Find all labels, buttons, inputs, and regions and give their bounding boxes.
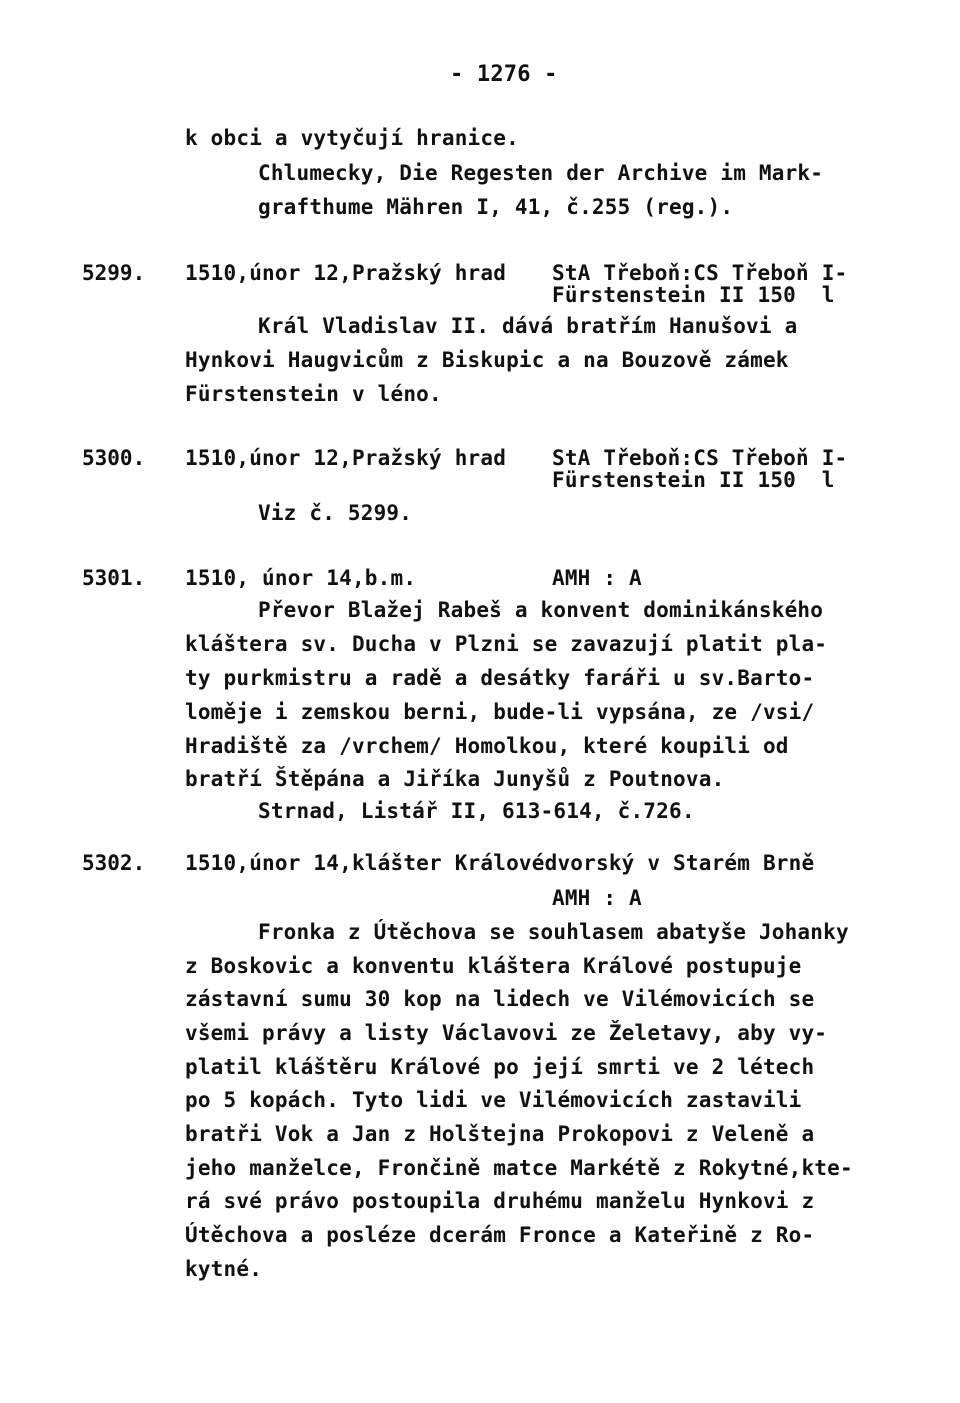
- entry-date-place: 1510,únor 12,Pražský hrad: [185, 446, 507, 470]
- entry-text-line: Král Vladislav II. dává bratřím Hanušovi a: [258, 314, 798, 338]
- entry-date-place: 1510, únor 14,b.m.: [185, 566, 417, 590]
- entry-archive: AMH : A: [552, 886, 642, 910]
- entry-text-line: rá své právo postoupila druhému manželu Hynkovi z: [185, 1189, 815, 1213]
- entry-text-line: Fronka z Útěchova se souhlasem abatyše Johanky: [258, 920, 849, 944]
- entry-text-line: všemi právy a listy Václavovi ze Želetavy, aby vy-: [185, 1021, 828, 1045]
- entry-text-line: kytné.: [185, 1257, 263, 1281]
- intro-line: k obci a vytyčují hranice.: [185, 126, 519, 150]
- entry-number: 5299.: [82, 261, 146, 285]
- entry-archive: StA Třeboň:CS Třeboň I-: [552, 446, 848, 470]
- entry-text-line: z Boskovic a konventu kláštera Králové postupuje: [185, 954, 802, 978]
- entry-number: 5301.: [82, 566, 146, 590]
- entry-text-line: loměje i zemskou berni, bude-li vypsána, ze /vsi/: [185, 700, 815, 724]
- entry-text-line: bratří Štěpána a Jiříka Junyšů z Poutnova.: [185, 767, 725, 791]
- entry-text-line: kláštera sv. Ducha v Plzni se zavazují platit pla-: [185, 632, 828, 656]
- entry-text-line: Převor Blažej Rabeš a konvent dominikánského: [258, 598, 824, 622]
- intro-source-line: grafthume Mähren I, 41, č.255 (reg.).: [258, 195, 734, 219]
- entry-number: 5302.: [82, 851, 146, 875]
- entry-date-place: 1510,únor 14,klášter Královédvorský v Starém Brně: [185, 851, 815, 875]
- entry-text-line: Hynkovi Haugvicům z Biskupic a na Bouzově zámek: [185, 348, 789, 372]
- entry-text-line: po 5 kopách. Tyto lidi ve Vilémovicích zastavili: [185, 1088, 802, 1112]
- intro-source-line: Chlumecky, Die Regesten der Archive im Mark-: [258, 161, 824, 185]
- entry-archive: Fürstenstein II 150 l: [552, 283, 835, 307]
- page-number: - 1276 -: [450, 62, 558, 87]
- entry-text-line: bratři Vok a Jan z Holštejna Prokopovi z Veleně a: [185, 1122, 815, 1146]
- entry-archive: StA Třeboň:CS Třeboň I-: [552, 261, 848, 285]
- entry-text-line: platil kláštěru Králové po její smrti ve 2 létech: [185, 1055, 815, 1079]
- entry-text-line: Útěchova a posléze dcerám Fronce a Kateřině z Ro-: [185, 1223, 815, 1247]
- entry-archive: AMH : A: [552, 566, 642, 590]
- entry-text-line: zástavní sumu 30 kop na lidech ve Vilémovicích se: [185, 987, 815, 1011]
- entry-text-line: Fürstenstein v léno.: [185, 382, 442, 406]
- entry-text-line: Strnad, Listář II, 613-614, č.726.: [258, 799, 695, 823]
- entry-text-line: ty purkmistru a radě a desátky faráři u sv.Barto-: [185, 666, 815, 690]
- entry-text-line: Viz č. 5299.: [258, 501, 413, 525]
- entry-date-place: 1510,únor 12,Pražský hrad: [185, 261, 507, 285]
- entry-text-line: Hradiště za /vrchem/ Homolkou, které koupili od: [185, 734, 789, 758]
- entry-text-line: jeho manželce, Frončině matce Markétě z Rokytné,kte-: [185, 1156, 853, 1180]
- entry-archive: Fürstenstein II 150 l: [552, 468, 835, 492]
- entry-number: 5300.: [82, 446, 146, 470]
